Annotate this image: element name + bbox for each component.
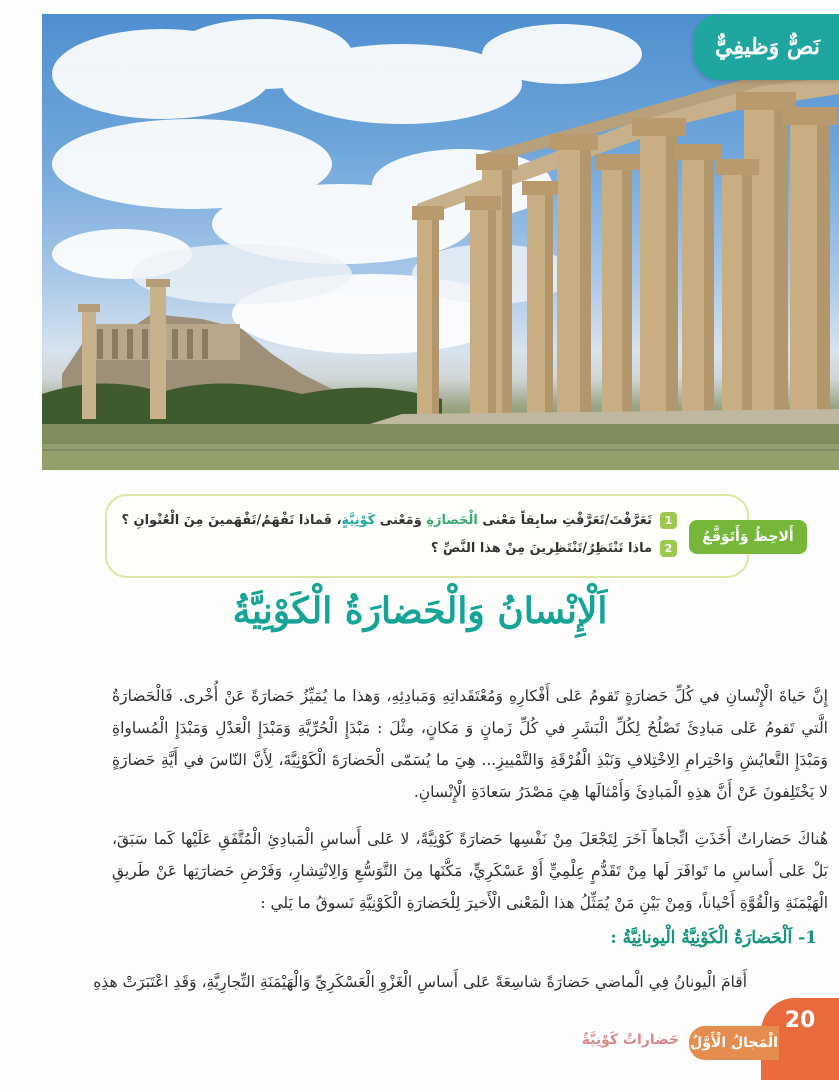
q1-after: ، فَماذا تَفْهَمُ/تَفْهَمينَ مِنَ الْعُنْوانِ ؟ bbox=[121, 513, 342, 528]
question-1-text bbox=[121, 513, 652, 528]
lesson-title: اَلْإِنْسانُ وَالْحَضارَةُ الْكَوْنِيَّةُ bbox=[232, 590, 608, 632]
question-2-text: ماذا تَنْتَظِرُ/تَنْتَظِرينَ مِنْ هذا النَّصِّ ؟ bbox=[430, 541, 652, 556]
temple-of-olympian-zeus-columns-icon bbox=[42, 14, 839, 470]
section-heading-greek: 1- اَلْحَضارَةُ الْكَوْنِيَّةُ الْيونانِيَّةُ : bbox=[610, 928, 817, 948]
q1-middle: وَمَعْنى bbox=[375, 513, 427, 528]
observe-predict-tab bbox=[689, 520, 807, 554]
question-1 bbox=[121, 512, 677, 529]
text-type-badge bbox=[693, 14, 839, 80]
q1-before: تَعَرَّفْتَ/تَعَرَّفْتِ سابِقاً مَعْنى bbox=[477, 513, 652, 528]
hero-photo bbox=[42, 14, 839, 470]
question-2-number: 2 bbox=[660, 540, 677, 557]
question-1-number: 1 bbox=[660, 512, 677, 529]
field-label: الْمَجالُ الْأَوَّلُ bbox=[690, 1035, 778, 1051]
field-title: حَضاراتٌ كَوْنِيَّةٌ bbox=[581, 1032, 679, 1048]
page-number: 20 bbox=[784, 1008, 816, 1033]
observe-predict-box bbox=[105, 494, 794, 578]
observe-tab-label: أَلاحِظُ وَأَتَوَقَّعُ bbox=[702, 529, 794, 545]
question-2 bbox=[431, 540, 677, 557]
paragraph-2: هُناكَ حَضاراتٌ أَخَذَتِ اتِّجاهاً آخَرَ لِتَجْعَلَ مِنْ نَفْسِها حَضارَةً كَوْنِيَّةً، لا عَلى أَساسِ الْمَبادِئِ الْمُتَّفَقِ عَلَيْها كَما سَبَقَ، بَلْ عَلى أَساسِ ما تَوافَرَ لَها مِنْ تَقَدُّمٍ عِلْمِيٍّ أَوْ عَسْكَرِيٍّ، مَكَّنَها مِنَ التَّوَسُّعِ وَالِانْتِشارِ، وَفَرْضِ حَضارَتِها عَنْ طَريقِ الْهَيْمَنَةِ وَالْقُوَّةِ أَحْياناً، وَمِنْ بَيْنِ مَنْ يُمَثِّلُ هذا الْمَعْنى الْأَخيرَ لِلْحَضارَةِ الْكَوْنِيَّةِ نَسوقُ ما يَلي : bbox=[112, 830, 828, 912]
badge-label: نَصٌّ وَظيفِيٌّ bbox=[715, 34, 820, 60]
paragraph-3: أَقامَ الْيونانُ فِي الْماضي حَضارَةً شاسِعَةً عَلى أَساسِ الْغَزْوِ الْعَسْكَرِيِّ وَالْهَيْمَنَةِ التِّجارِيَّةِ، وَقَدِ اعْتَبَرَتْ هذِهِ bbox=[93, 973, 747, 991]
q1-term-civilization: الْحَضارَةِ bbox=[426, 513, 478, 528]
q1-term-universal: كَوْنِيَّةٍ bbox=[341, 513, 376, 528]
field-label-pill bbox=[689, 1026, 779, 1060]
paragraph-1: إِنَّ حَياةَ الْإِنْسانِ في كُلِّ حَضارَةٍ تَقومُ عَلى أَفْكارِهِ وَمُعْتَقَداتِهِ وَمَبادِئِهِ، وَهذا ما يُمَيِّزُ حَضارَةً عَنْ أُخْرى. فَالْحَضارَةُ الَّتي تَقومُ عَلى مَبادِئَ تَصْلُحُ لِكُلِّ الْبَشَرِ في كُلِّ زَمانٍ وَ مَكانٍ، مِثْلَ : مَبْدَإِ الْحُرِّيَّةِ وَمَبْدَإِ الْعَدْلِ وَمَبْدَإِ الْمُساواةِ وَمَبْدَإِ التَّعايُشِ وَاحْتِرامِ الِاخْتِلافِ وَنَبْذِ الْفُرْقَةِ وَالتَّمْييزِ... هِيَ ما يُسَمّى الْحَضارَةَ الْكَوْنِيَّةَ، لِأَنَّ النّاسَ في أَيَّةِ حَضارَةٍ لا يَخْتَلِفونَ عَنْ أَنَّ هذِهِ الْمَبادِئَ وَأَمْثالَها هِيَ مَصْدَرُ سَعادَةِ الْإِنْسانِ. bbox=[112, 687, 828, 801]
